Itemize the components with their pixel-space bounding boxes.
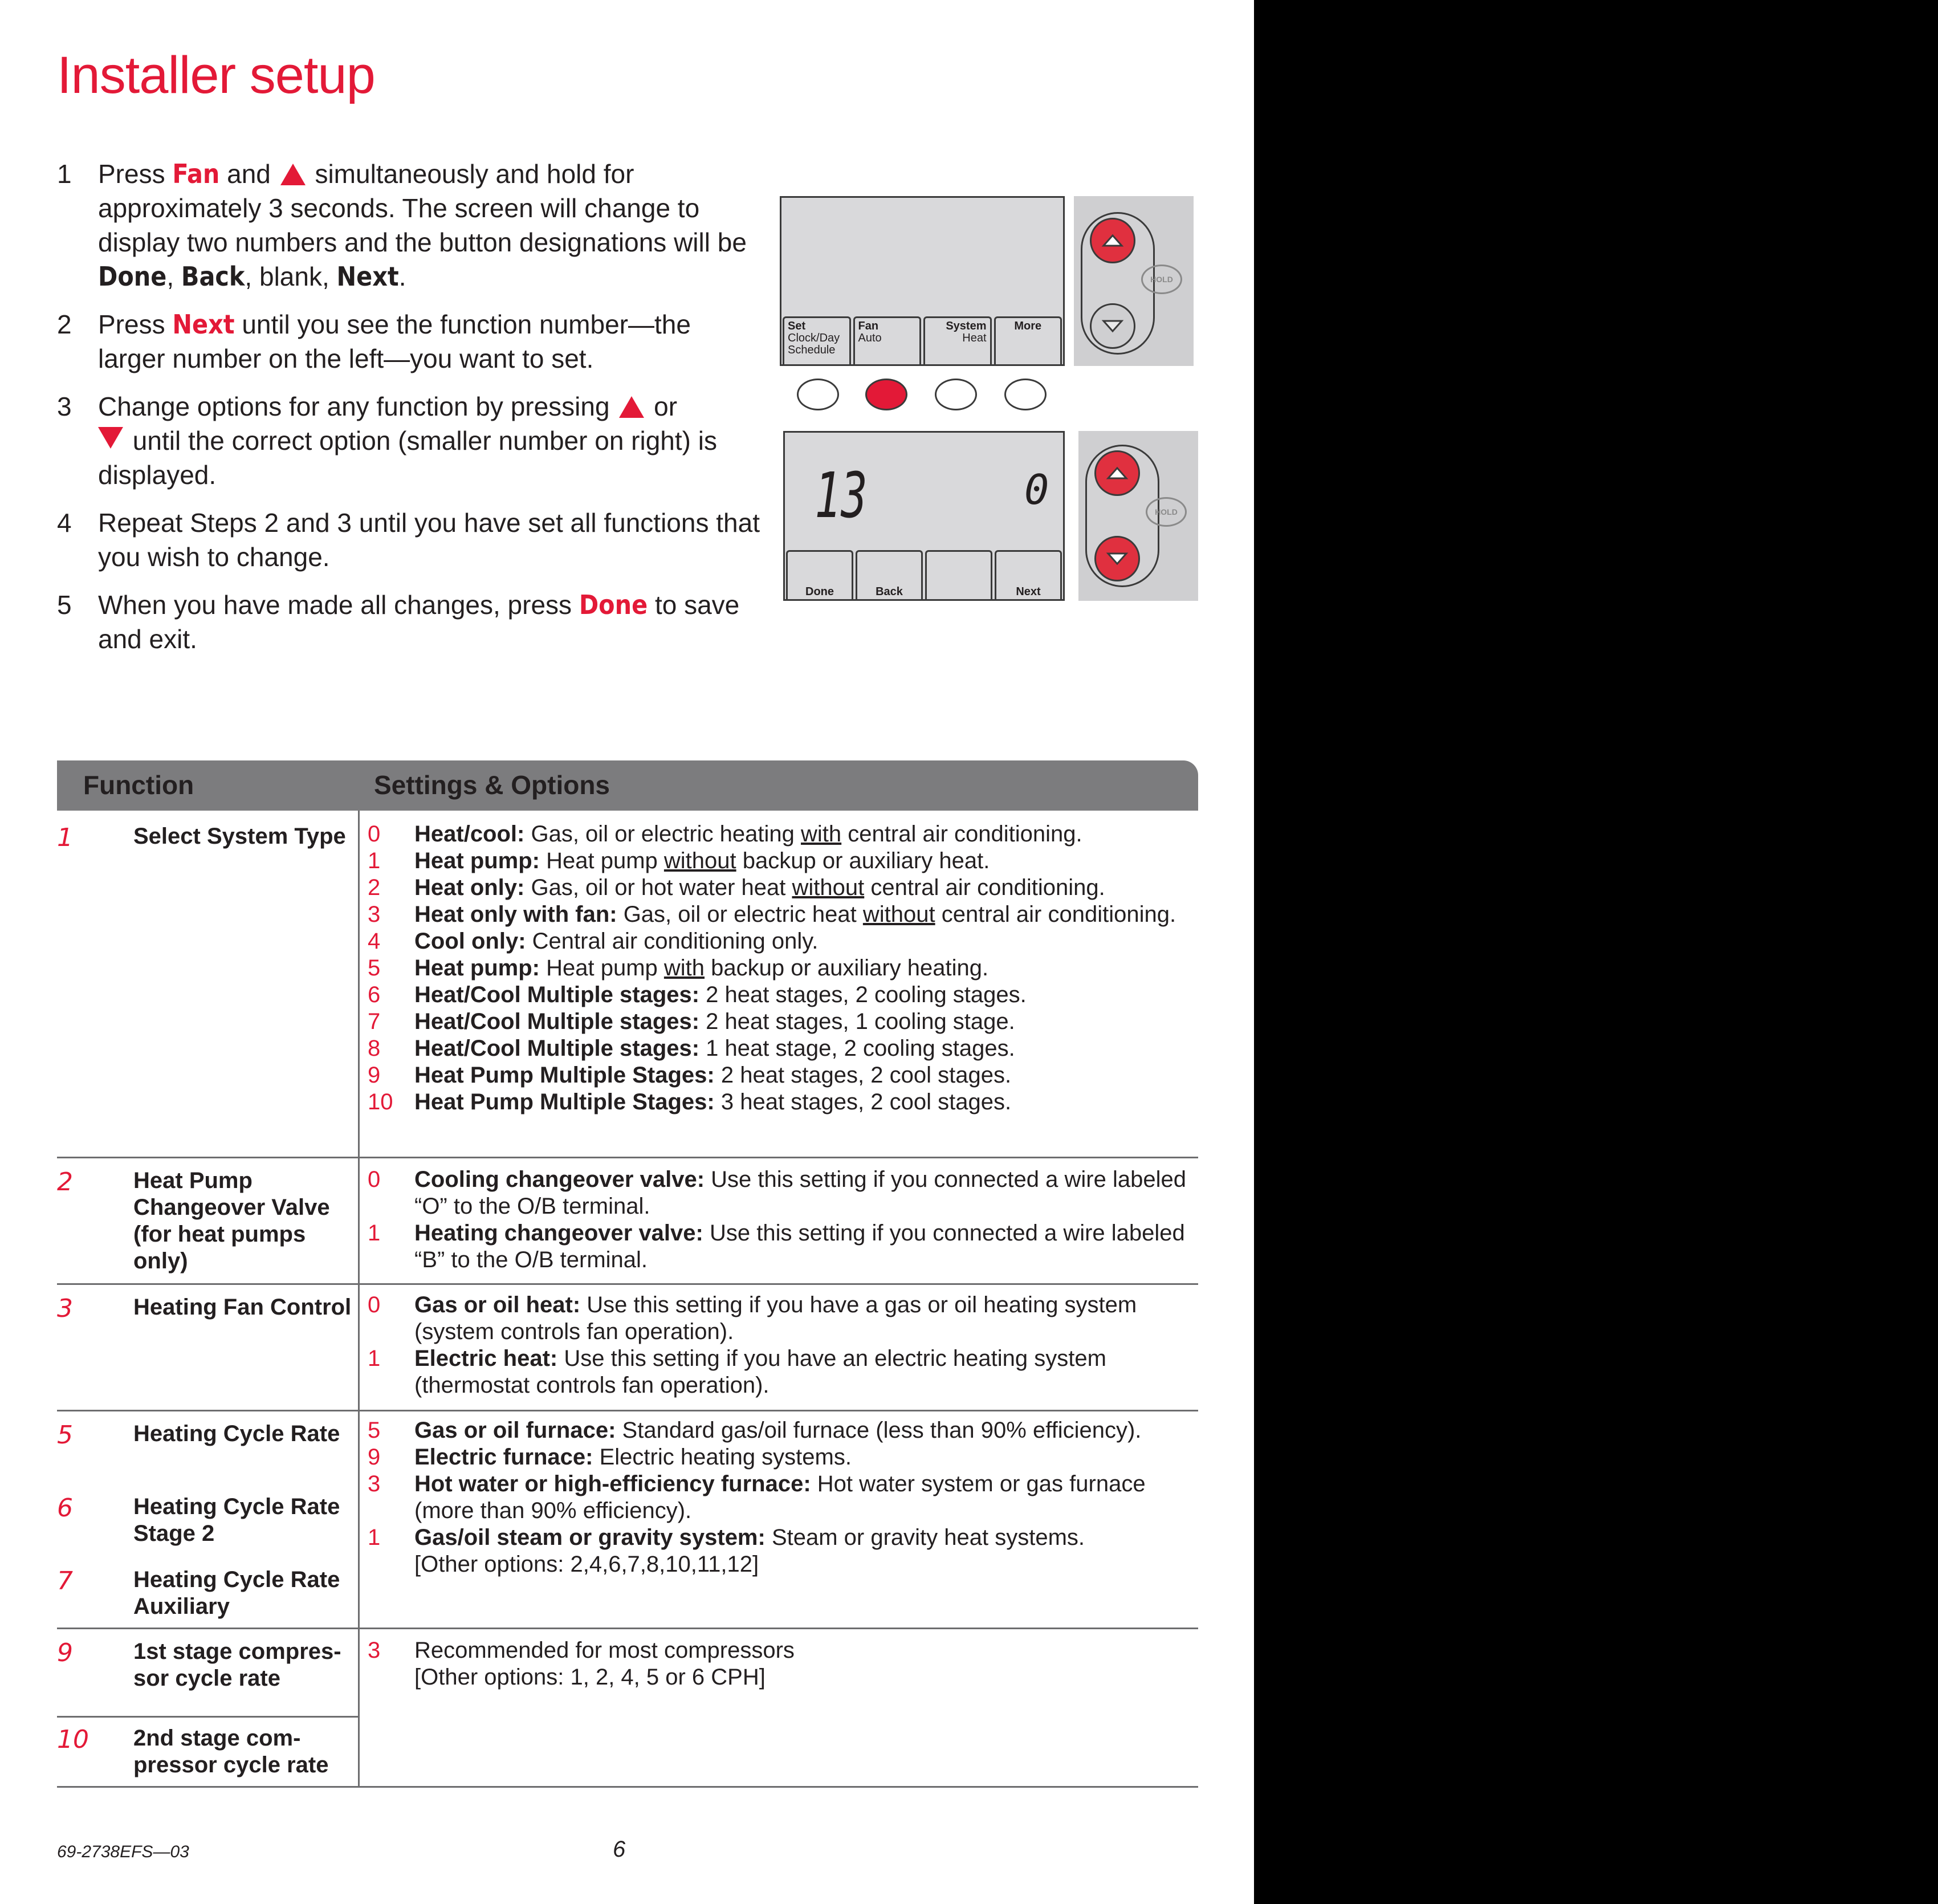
option-emphasis: without bbox=[663, 848, 736, 873]
option-number-display: 0 bbox=[1024, 466, 1049, 514]
table-row bbox=[57, 1158, 1198, 1285]
option-text: Hot water system or gas furnace (more than 90% efficiency). bbox=[414, 1471, 1146, 1523]
option-label: Gas/oil steam or gravity system: bbox=[414, 1525, 766, 1550]
table-header bbox=[57, 760, 1198, 811]
options-list bbox=[368, 1166, 1198, 1274]
column-divider bbox=[358, 1158, 360, 1283]
step-number: 3 bbox=[57, 392, 72, 421]
column-divider bbox=[358, 1285, 360, 1410]
button-oval-4[interactable] bbox=[1004, 379, 1047, 410]
option-label: Heat/cool: bbox=[414, 821, 525, 847]
option-text: 2 heat stages, 2 cool stages. bbox=[714, 1063, 1012, 1088]
option-number: 0 bbox=[368, 821, 381, 847]
step-text: simultaneously and hold for approximately 3 seconds. The screen will change to display two numbers and the button designations will be bbox=[98, 159, 747, 257]
option-text: backup or auxiliary heating. bbox=[705, 955, 989, 981]
option-label: Heat pump: bbox=[414, 848, 540, 873]
softkey-fan[interactable] bbox=[853, 316, 922, 364]
column-divider bbox=[358, 811, 360, 1157]
step-text: to save and exit. bbox=[98, 590, 740, 654]
option-label: Heat Pump Multiple Stages: bbox=[414, 1063, 715, 1088]
option-emphasis: with bbox=[801, 821, 842, 847]
page-title: Installer setup bbox=[57, 46, 375, 104]
option-text: 2 heat stages, 2 cooling stages. bbox=[699, 982, 1027, 1007]
option-label: Electric heat: bbox=[414, 1346, 558, 1371]
option-label: Heating changeover valve: bbox=[414, 1220, 703, 1246]
softkey-blank[interactable] bbox=[925, 550, 992, 599]
step-text: until the correct option (smaller number on right) is displayed. bbox=[98, 426, 717, 490]
option-label: Hot water or high-efficiency furnace: bbox=[414, 1471, 811, 1496]
option bbox=[368, 1220, 1198, 1274]
option bbox=[368, 1089, 1198, 1116]
option-number: 1 bbox=[368, 1220, 381, 1246]
softkey-bar bbox=[781, 316, 1063, 364]
done-key: Done bbox=[98, 261, 167, 292]
step-number: 5 bbox=[57, 590, 72, 620]
option-text: Heat pump bbox=[540, 848, 664, 873]
row-divider bbox=[57, 1716, 358, 1718]
step-text: Press bbox=[98, 159, 173, 189]
header-function: Function bbox=[83, 770, 194, 800]
option-label: Heat Pump Multiple Stages: bbox=[414, 1089, 715, 1114]
option bbox=[368, 1637, 1198, 1664]
function-name: Heating Cycle Rate Auxiliary bbox=[133, 1567, 340, 1619]
option-number: 10 bbox=[368, 1089, 393, 1114]
function-name: Heating Fan Control bbox=[133, 1295, 352, 1320]
option bbox=[368, 848, 1198, 874]
option-number: 4 bbox=[368, 929, 381, 954]
softkey-label: Done bbox=[805, 585, 834, 598]
option-emphasis: with bbox=[663, 955, 705, 981]
button-oval-3[interactable] bbox=[935, 379, 977, 410]
step-number: 4 bbox=[57, 508, 72, 538]
option-number: 3 bbox=[368, 902, 381, 927]
down-arrow-icon bbox=[98, 427, 123, 449]
option-text: 1 heat stage, 2 cooling stages. bbox=[699, 1036, 1015, 1061]
option bbox=[368, 1008, 1198, 1035]
option-text: Use this setting if you have a gas or oil heating system (system controls fan operation). bbox=[414, 1292, 1137, 1344]
option-text: Use this setting if you connected a wire labeled “B” to the O/B terminal. bbox=[414, 1220, 1185, 1272]
down-arrow-icon bbox=[1101, 318, 1124, 335]
option-text: Electric heating systems. bbox=[593, 1445, 852, 1470]
page-number: 6 bbox=[613, 1837, 626, 1862]
option-text: Gas, oil or electric heating bbox=[524, 821, 801, 847]
button-oval-2-pressed[interactable] bbox=[865, 379, 907, 410]
option bbox=[368, 1417, 1198, 1444]
up-button[interactable] bbox=[1094, 450, 1140, 496]
softkey-sub: Heat bbox=[962, 332, 987, 344]
option-label: Heat only with fan: bbox=[414, 902, 617, 927]
keypad-bottom bbox=[1078, 431, 1198, 601]
softkey-label: Set bbox=[788, 320, 806, 332]
option-label: Gas or oil heat: bbox=[414, 1292, 581, 1317]
option-text: backup or auxiliary heat. bbox=[736, 848, 990, 873]
step-text: Repeat Steps 2 and 3 until you have set all functions that you wish to change. bbox=[98, 508, 760, 572]
option-emphasis: without bbox=[862, 902, 935, 927]
fan-key: Fan bbox=[172, 158, 220, 189]
option-text: 3 heat stages, 2 cool stages. bbox=[714, 1089, 1012, 1114]
option-number: 5 bbox=[368, 955, 381, 981]
column-divider bbox=[358, 1411, 360, 1628]
keypad-top bbox=[1074, 196, 1194, 366]
step-text: , blank, bbox=[245, 262, 337, 291]
hold-button[interactable]: HOLD bbox=[1146, 497, 1187, 527]
softkey-label: System bbox=[946, 320, 987, 332]
option-number: 1 bbox=[368, 848, 381, 873]
step-4 bbox=[57, 506, 764, 574]
option bbox=[368, 1035, 1198, 1062]
softkey-done[interactable] bbox=[786, 550, 853, 599]
function-name: Heating Cycle Rate bbox=[133, 1421, 340, 1446]
option bbox=[368, 901, 1198, 928]
function-number-display: 13 bbox=[815, 459, 868, 532]
option bbox=[368, 1444, 1198, 1471]
black-margin bbox=[1254, 0, 1938, 1904]
option-number: 9 bbox=[368, 1063, 381, 1088]
option-text: Recommended for most compressors bbox=[414, 1638, 795, 1663]
softkey-system[interactable] bbox=[923, 316, 992, 364]
softkey-sub: Clock/Day bbox=[788, 332, 840, 344]
step-text: Press bbox=[98, 310, 173, 339]
option bbox=[368, 955, 1198, 982]
function-number: 9 bbox=[57, 1638, 73, 1667]
step-text: or bbox=[646, 392, 678, 421]
option-label: Heat/Cool Multiple stages: bbox=[414, 1009, 700, 1034]
option bbox=[368, 1062, 1198, 1089]
options-list bbox=[368, 1637, 1198, 1691]
softkey-label: More bbox=[1014, 320, 1042, 332]
option-other bbox=[368, 1664, 1198, 1691]
option-text: Use this setting if you connected a wire labeled “O” to the O/B terminal. bbox=[414, 1167, 1186, 1219]
option-text: Central air conditioning only. bbox=[526, 929, 819, 954]
option bbox=[368, 821, 1198, 848]
option-label: Cooling changeover valve: bbox=[414, 1167, 705, 1192]
option-label: Electric furnace: bbox=[414, 1445, 593, 1470]
other-options: [Other options: 2,4,6,7,8,10,11,12] bbox=[414, 1552, 759, 1577]
option-text: central air conditioning. bbox=[864, 875, 1105, 900]
option bbox=[368, 1524, 1198, 1551]
table-row bbox=[57, 1629, 1198, 1788]
option-label: Cool only: bbox=[414, 929, 526, 954]
step-text: and bbox=[219, 159, 278, 189]
step-3 bbox=[57, 389, 764, 492]
step-text: . bbox=[398, 262, 406, 291]
step-number: 1 bbox=[57, 159, 72, 189]
up-arrow-icon bbox=[280, 164, 306, 185]
down-arrow-icon bbox=[1106, 550, 1129, 567]
option-text: central air conditioning. bbox=[841, 821, 1082, 847]
option bbox=[368, 1345, 1198, 1399]
softkey-bar bbox=[785, 550, 1063, 599]
option bbox=[368, 928, 1198, 955]
step-text: , bbox=[166, 262, 181, 291]
softkey-label: Fan bbox=[858, 320, 879, 332]
back-key: Back bbox=[181, 261, 245, 292]
table-row bbox=[57, 1411, 1198, 1629]
done-key: Done bbox=[579, 589, 648, 620]
function-number: 7 bbox=[57, 1567, 73, 1596]
option-number: 0 bbox=[368, 1292, 381, 1317]
option-label: Gas or oil furnace: bbox=[414, 1418, 616, 1443]
option-number: 0 bbox=[368, 1167, 381, 1192]
option-number: 1 bbox=[368, 1525, 381, 1550]
next-key: Next bbox=[172, 309, 235, 340]
step-text: until you see the function number—the larger number on the left—you want to set. bbox=[98, 310, 691, 373]
document-id: 69-2738EFS—03 bbox=[57, 1842, 189, 1861]
option-number: 2 bbox=[368, 875, 381, 900]
function-name: Heat Pump Changeover Valve (for heat pumps only) bbox=[133, 1168, 330, 1274]
button-oval-1[interactable] bbox=[797, 379, 839, 410]
step-text: When you have made all changes, press bbox=[98, 590, 579, 620]
softkey-sub: Auto bbox=[858, 332, 882, 344]
other-options: [Other options: 1, 2, 4, 5 or 6 CPH] bbox=[414, 1665, 766, 1690]
option-number: 6 bbox=[368, 982, 381, 1007]
up-button[interactable] bbox=[1090, 218, 1135, 263]
softkey-set[interactable] bbox=[783, 316, 851, 364]
softkey-back[interactable] bbox=[856, 550, 923, 599]
function-number: 1 bbox=[57, 823, 73, 852]
function-number: 2 bbox=[57, 1167, 73, 1197]
column-divider bbox=[358, 1629, 360, 1786]
step-text: Change options for any function by pressing bbox=[98, 392, 617, 421]
hold-button[interactable]: HOLD bbox=[1141, 265, 1182, 294]
option bbox=[368, 982, 1198, 1008]
down-button[interactable] bbox=[1094, 536, 1140, 581]
function-name: 2nd stage com-pressor cycle rate bbox=[133, 1726, 329, 1777]
softkey-sub: Schedule bbox=[788, 344, 836, 356]
function-number: 6 bbox=[57, 1494, 73, 1523]
function-table bbox=[57, 760, 1198, 1788]
softkey-more[interactable] bbox=[994, 316, 1062, 364]
option-text: central air conditioning. bbox=[935, 902, 1176, 927]
setup-steps bbox=[57, 157, 764, 670]
option bbox=[368, 874, 1198, 901]
option-label: Heat/Cool Multiple stages: bbox=[414, 982, 700, 1007]
next-key: Next bbox=[336, 261, 399, 292]
function-number: 3 bbox=[57, 1294, 73, 1323]
option-emphasis: without bbox=[792, 875, 865, 900]
option-text: Heat pump bbox=[540, 955, 664, 981]
option-number: 9 bbox=[368, 1445, 381, 1470]
step-2 bbox=[57, 307, 764, 376]
function-name: Heating Cycle Rate Stage 2 bbox=[133, 1494, 340, 1546]
option-number: 3 bbox=[368, 1471, 381, 1496]
option-text: 2 heat stages, 1 cooling stage. bbox=[699, 1009, 1015, 1034]
option-text: Gas, oil or electric heat bbox=[617, 902, 863, 927]
option bbox=[368, 1471, 1198, 1524]
option-label: Heat only: bbox=[414, 875, 525, 900]
option-label: Heat/Cool Multiple stages: bbox=[414, 1036, 700, 1061]
option-number: 1 bbox=[368, 1346, 381, 1371]
option-text: Steam or gravity heat systems. bbox=[765, 1525, 1085, 1550]
down-button[interactable] bbox=[1090, 303, 1135, 349]
step-number: 2 bbox=[57, 310, 72, 339]
option-text: Standard gas/oil furnace (less than 90% efficiency). bbox=[616, 1418, 1142, 1443]
header-settings: Settings & Options bbox=[374, 770, 610, 800]
function-name: Select System Type bbox=[133, 824, 346, 849]
function-number: 10 bbox=[57, 1725, 89, 1754]
option-number: 8 bbox=[368, 1036, 381, 1061]
option-number: 3 bbox=[368, 1638, 381, 1663]
option-label: Heat pump: bbox=[414, 955, 540, 981]
option bbox=[368, 1166, 1198, 1220]
step-5 bbox=[57, 588, 764, 656]
softkey-label: Back bbox=[876, 585, 903, 598]
function-number: 5 bbox=[57, 1421, 73, 1450]
up-arrow-icon bbox=[1106, 465, 1129, 482]
option-other bbox=[368, 1551, 1198, 1578]
option bbox=[368, 1292, 1198, 1345]
step-1 bbox=[57, 157, 764, 294]
table-row bbox=[57, 811, 1198, 1158]
softkey-next[interactable] bbox=[995, 550, 1062, 599]
softkey-label: Next bbox=[1016, 585, 1041, 598]
option-text: Gas, oil or hot water heat bbox=[524, 875, 792, 900]
thermostat-screen-installer bbox=[783, 431, 1065, 601]
options-list bbox=[368, 1417, 1198, 1578]
up-arrow-icon bbox=[619, 396, 644, 418]
option-number: 5 bbox=[368, 1418, 381, 1443]
option-text: Use this setting if you have an electric heating system (thermostat controls fan operation). bbox=[414, 1346, 1106, 1398]
options-list bbox=[368, 1292, 1198, 1399]
thermostat-screen-home bbox=[780, 196, 1065, 366]
function-name: 1st stage compres-sor cycle rate bbox=[133, 1639, 341, 1691]
options-list bbox=[368, 821, 1198, 1116]
table-row bbox=[57, 1285, 1198, 1411]
option-number: 7 bbox=[368, 1009, 381, 1034]
up-arrow-icon bbox=[1101, 232, 1124, 249]
